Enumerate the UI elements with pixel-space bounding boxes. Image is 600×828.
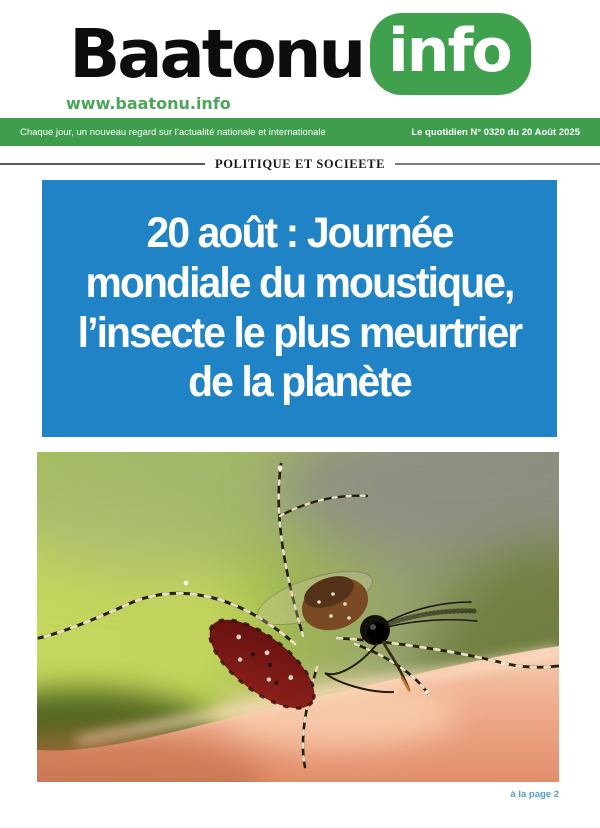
rubric-rule-left <box>0 163 205 165</box>
page-reference[interactable]: à la page 2 <box>510 789 559 800</box>
headline-line: l’insecte le plus meurtrier <box>77 308 522 357</box>
rubric-rule-right <box>395 163 600 165</box>
mosquito-photo <box>37 452 559 782</box>
headline-text <box>78 209 522 409</box>
masthead-logo <box>0 10 600 98</box>
headline-line: 20 août : Journée <box>146 208 453 257</box>
headline-line: de la planète <box>188 358 411 407</box>
mosquito-head <box>360 615 390 645</box>
headline-line: mondiale du moustique, <box>85 258 514 307</box>
section-title: POLITIQUE ET SOCIEETE <box>214 156 386 171</box>
headline-box <box>42 180 557 437</box>
logo-wordmark: Baatonu <box>69 14 364 93</box>
section-rubric <box>0 154 600 174</box>
logo-info-badge: info <box>370 13 531 95</box>
tagline-bar <box>0 118 600 146</box>
edition-number: Le quotidien N° 0320 du 20 Août 2025 <box>411 126 580 138</box>
article-photo <box>37 452 559 782</box>
tagline-text: Chaque jour, un nouveau regard sur l’actualité nationale et internationale <box>20 126 326 138</box>
website-link[interactable]: www.baatonu.info <box>66 94 231 113</box>
